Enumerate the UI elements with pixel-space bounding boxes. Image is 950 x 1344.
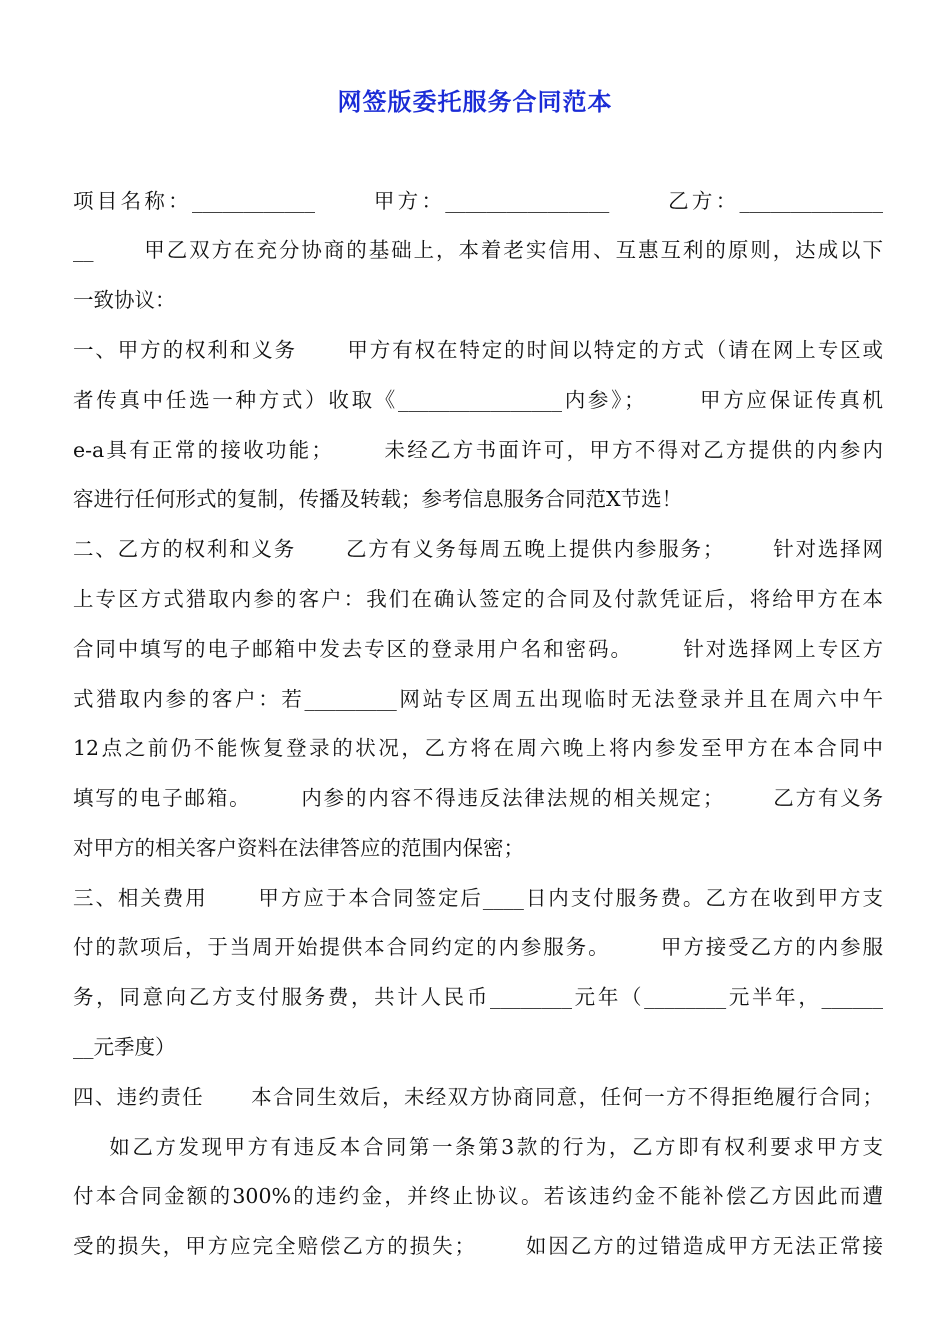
text-line: 对甲方的相关客户资料在法律答应的范围内保密； — [73, 836, 524, 860]
text-line: 如乙方发现甲方有违反本合同第一条第3款的行为，乙方即有权利要求甲方支 — [73, 1135, 883, 1159]
text-line: __ 甲乙双方在充分协商的基础上，本着老实信用、互惠互利的原则，达成以下 — [73, 238, 883, 262]
text-line: 付本合同金额的300%的违约金，并终止协议。若该违约金不能补偿乙方因此而遭 — [73, 1184, 883, 1208]
text-line: e-a具有正常的接收功能； 未经乙方书面许可，甲方不得对乙方提供的内参内 — [73, 438, 883, 462]
text-line: 填写的电子邮箱。 内参的内容不得违反法律法规的相关规定； 乙方有义务 — [73, 786, 883, 810]
text-line: 12点之前仍不能恢复登录的状况，乙方将在周六晚上将内参发至甲方在本合同中 — [73, 736, 883, 760]
text-line: 一、甲方的权利和义务 甲方有权在特定的时间以特定的方式（请在网上专区或 — [73, 338, 883, 362]
text-line: 合同中填写的电子邮箱中发去专区的登录用户名和密码。 针对选择网上专区方 — [73, 637, 883, 661]
text-line: 一致协议： — [73, 288, 176, 312]
text-line: 二、乙方的权利和义务 乙方有义务每周五晚上提供内参服务； 针对选择网 — [73, 537, 883, 561]
text-line: 务，同意向乙方支付服务费，共计人民币________元年（________元半年，______ — [73, 985, 883, 1009]
document-title: 网签版委托服务合同范本 — [337, 88, 613, 116]
text-line: 受的损失，甲方应完全赔偿乙方的损失； 如因乙方的过错造成甲方无法正常接 — [73, 1234, 883, 1258]
text-line: 上专区方式猎取内参的客户：我们在确认签定的合同及付款凭证后，将给甲方在本 — [73, 587, 883, 611]
text-line: 四、违约责任 本合同生效后，未经双方协商同意，任何一方不得拒绝履行合同； — [73, 1085, 883, 1109]
text-line: 者传真中任选一种方式）收取《________________内参》； 甲方应保证传真机 — [73, 388, 883, 412]
text-line: 三、相关费用 甲方应于本合同签定后____日内支付服务费。乙方在收到甲方支 — [73, 886, 883, 910]
text-line: 付的款项后，于当周开始提供本合同约定的内参服务。 甲方接受乙方的内参服 — [73, 935, 883, 959]
text-line: 式猎取内参的客户：若_________网站专区周五出现临时无法登录并且在周六中午 — [73, 687, 883, 711]
text-line: 项目名称：____________ 甲方：________________ 乙方：______________ — [73, 189, 883, 213]
text-line: 容进行任何形式的复制，传播及转载；参考信息服务合同范X节选！ — [73, 487, 683, 511]
text-line: __元季度） — [73, 1035, 176, 1059]
